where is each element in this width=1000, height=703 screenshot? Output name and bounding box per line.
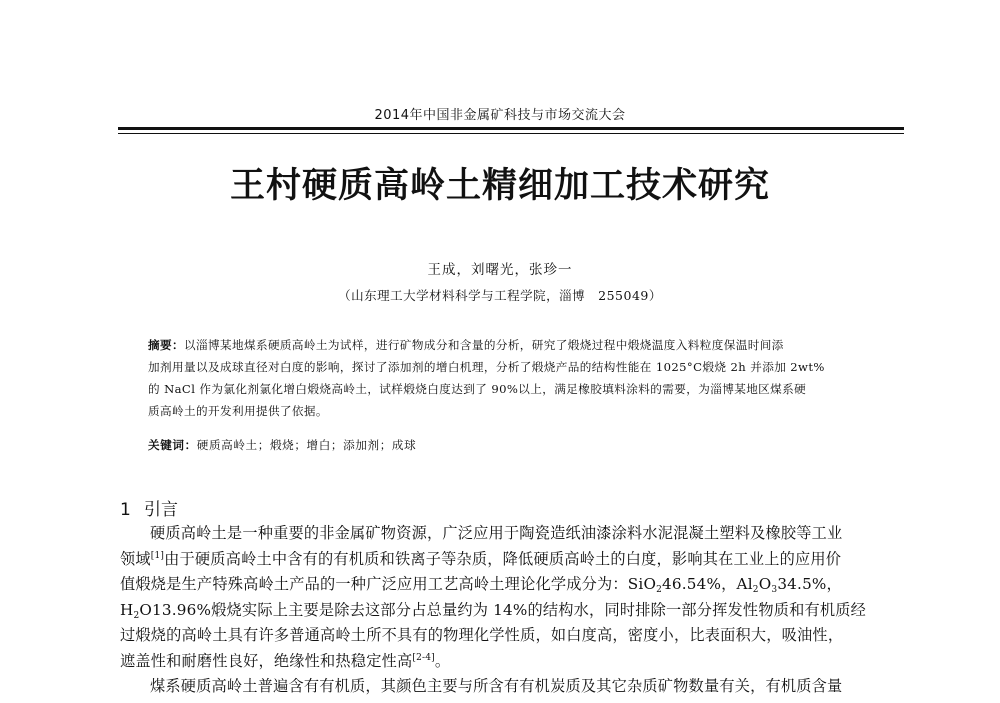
abstract-line: 质高岭土的开发利用提供了依据。 (148, 404, 328, 418)
header-rule-thick (118, 127, 904, 130)
section-heading (120, 495, 178, 520)
body-text-run: O (758, 575, 772, 593)
subscript: 2 (752, 585, 759, 595)
subscript: 2 (133, 610, 140, 621)
body-text-run: 由于硬质高岭土中含有的有机质和铁离子等杂质，降低硬质高岭土的白度，影响其在工业上的应用价 (164, 549, 842, 568)
abstract-line: 加剂用量以及成球直径对白度的影响，探讨了添加剂的增白机理，分析了煅烧产品的结构性能在 1025°C煅烧 2h 并添加 2wt% (148, 360, 825, 374)
body-text-run: H (120, 600, 134, 619)
keywords-label: 关键词： (148, 438, 197, 452)
keywords (148, 437, 900, 453)
body-text (120, 521, 908, 700)
body-line (120, 598, 908, 624)
section-number: 1 (120, 500, 131, 520)
body-text-run: 值煅烧是生产特殊高岭土产品的一种广泛应用工艺高岭土理论化学成分为：SiO (120, 575, 657, 593)
section-title: 引言 (144, 500, 178, 520)
abstract (148, 334, 900, 422)
body-text-run: 遮盖性和耐磨性良好，绝缘性和热稳定性高 (120, 651, 413, 670)
author-list: 王成，刘曙光，张珍一 (427, 262, 573, 278)
abstract-text: 以淄博某地煤系硬质高岭土为试样，进行矿物成分和含量的分析，研究了煅烧过程中煅烧温度入料粒度保温时间添 (183, 338, 784, 352)
header-rule-thin (118, 133, 904, 134)
body-line (120, 572, 908, 598)
subscript: 3 (771, 585, 778, 595)
abstract-line (148, 334, 900, 356)
body-text-run: 。 (434, 651, 451, 670)
citation-ref: [2-4] (412, 652, 435, 663)
paper-title: 王村硬质高岭土精细加工技术研究 (229, 166, 770, 206)
body-line (120, 649, 908, 675)
author-affiliation: （山东理工大学材料科学与工程学院，淄博 255049） (338, 288, 662, 303)
keywords-text: 硬质高岭土；煅烧；增白；添加剂；成球 (196, 438, 417, 452)
citation-ref: [1] (150, 550, 165, 561)
subscript: 2 (656, 585, 663, 595)
body-text-run: 领域 (120, 549, 151, 568)
conference-header: 2014年中国非金属矿科技与市场交流大会 (374, 108, 626, 123)
body-line: 煤系硬质高岭土普遍含有有机质，其颜色主要与所含有有机炭质及其它杂质矿物数量有关，有机质含量 (150, 677, 843, 695)
body-text-run: O13.96%煅烧实际上主要是除去这部分占总量约为 14%的结构水，同时排除一部分挥发性物质和有机质经 (139, 600, 867, 619)
body-text-run: 34.5%， (777, 575, 842, 593)
body-line (120, 547, 908, 573)
abstract-label: 摘要： (148, 338, 184, 352)
body-text-run: 46.54%，Al (662, 575, 753, 593)
abstract-line: 的 NaCl 作为氯化剂氯化增白煅烧高岭土，试样煅烧白度达到了 90%以上，满足橡胶填料涂料的需要，为淄博某地区煤系硬 (148, 382, 807, 396)
body-line: 过煅烧的高岭土具有许多普通高岭土所不具有的物理化学性质，如白度高，密度小，比表面积大，吸油性， (120, 626, 844, 644)
body-line: 硬质高岭土是一种重要的非金属矿物资源，广泛应用于陶瓷造纸油漆涂料水泥混凝土塑料及橡胶等工业 (150, 524, 843, 542)
